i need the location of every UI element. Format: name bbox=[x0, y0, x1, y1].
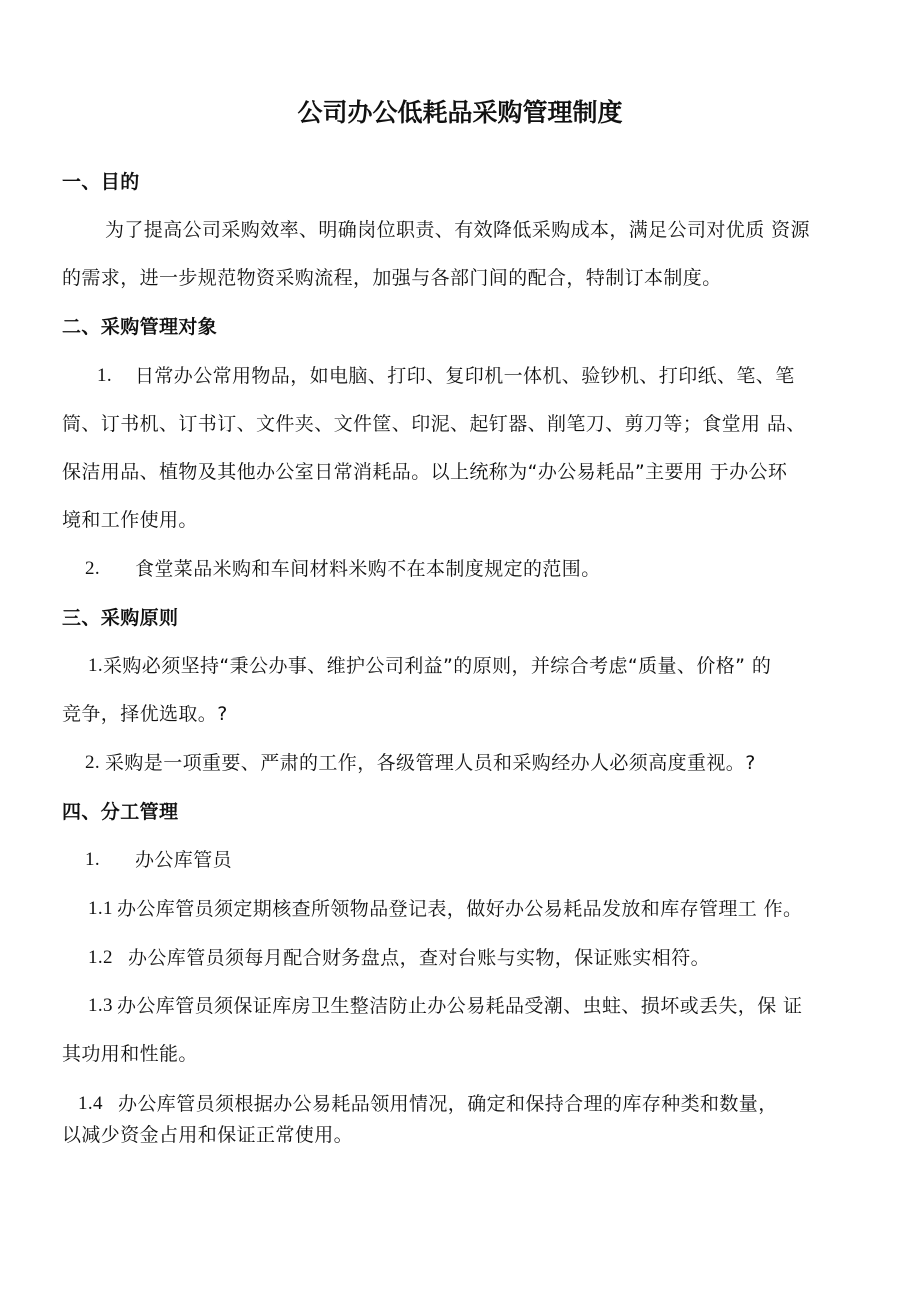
paragraph-line: 竞争，择优选取。? bbox=[62, 703, 228, 725]
paragraph-line: 办公库管员 bbox=[135, 849, 233, 871]
paragraph-line: 采购是一项重要、严肃的工作，各级管理人员和采购经办人必须高度重视。? bbox=[105, 752, 756, 774]
paragraph-line: 办公库管员须保证库房卫生整洁防止办公易耗品受潮、虫蛀、损坏或丢失，保 证 bbox=[117, 995, 803, 1017]
section-heading: 三、采购原则 bbox=[62, 607, 179, 629]
paragraph-line: 筒、订书机、订书订、文件夹、文件筐、印泥、起钉器、削笔刀、剪刀等；食堂用 品、 bbox=[62, 413, 806, 435]
paragraph-line: 办公库管员须根据办公易耗品领用情况，确定和保持合理的库存种类和数量， bbox=[118, 1093, 778, 1115]
document-title: 公司办公低耗品采购管理制度 bbox=[297, 98, 623, 127]
paragraph-line: 日常办公常用物品，如电脑、打印、复印机一体机、验钞机、打印纸、笔、笔 bbox=[135, 365, 795, 387]
paragraph-line: 保洁用品、植物及其他办公室日常消耗品。以上统称为“办公易耗品”主要用 于办公环 bbox=[62, 461, 788, 483]
item-number: 1.3 bbox=[88, 995, 113, 1016]
paragraph-line: 境和工作使用。 bbox=[62, 509, 198, 531]
item-number: 1. bbox=[88, 655, 104, 676]
paragraph-line: 其功用和性能。 bbox=[62, 1043, 198, 1065]
paragraph-line: 办公库管员须定期核查所领物品登记表，做好办公易耗品发放和库存管理工 作。 bbox=[117, 898, 803, 920]
item-number: 2. bbox=[85, 752, 101, 773]
paragraph-line: 办公库管员须每月配合财务盘点，查对台账与实物，保证账实相符。 bbox=[128, 947, 711, 969]
item-number: 1.4 bbox=[78, 1093, 103, 1114]
section-heading: 一、目的 bbox=[62, 171, 140, 193]
item-number: 2. bbox=[85, 558, 101, 579]
item-number: 1. bbox=[85, 849, 101, 870]
paragraph-line: 食堂菜品米购和车间材料米购不在本制度规定的范围。 bbox=[135, 558, 601, 580]
item-number: 1.2 bbox=[88, 947, 113, 968]
section-heading: 二、采购管理对象 bbox=[62, 316, 218, 338]
paragraph-line: 采购必须坚持“秉公办事、维护公司利益”的原则，并综合考虑“质量、价格” 的 bbox=[103, 655, 772, 677]
paragraph-line: 的需求，进一步规范物资采购流程，加强与各部门间的配合，特制订本制度。 bbox=[62, 267, 722, 289]
item-number: 1.1 bbox=[88, 898, 113, 919]
item-number: 1. bbox=[97, 365, 113, 386]
paragraph-line: 为了提高公司采购效率、明确岗位职责、有效降低采购成本，满足公司对优质 资源 bbox=[105, 219, 810, 241]
paragraph-line: 以减少资金占用和保证正常使用。 bbox=[62, 1124, 354, 1146]
section-heading: 四、分工管理 bbox=[62, 801, 179, 823]
